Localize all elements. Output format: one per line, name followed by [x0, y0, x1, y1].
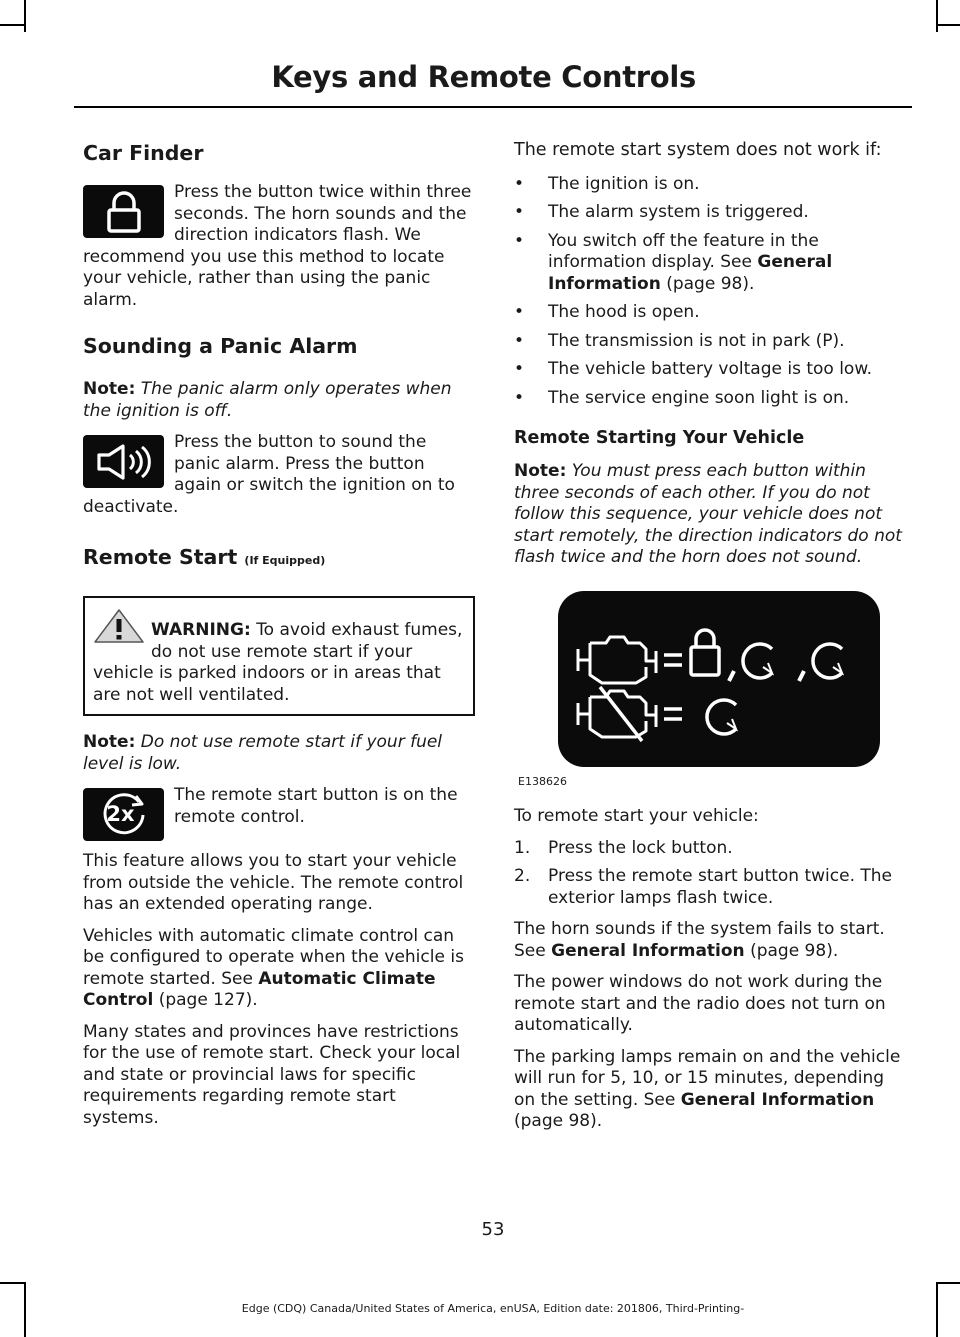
- warning-box: [83, 596, 475, 716]
- page-title: Keys and Remote Controls: [271, 60, 696, 94]
- panic-alarm-heading: Sounding a Panic Alarm: [83, 334, 358, 358]
- bullet: •: [514, 173, 525, 194]
- step-text: Press the remote start button twice. The exterior lamps flash twice.: [548, 866, 893, 908]
- crop-mark: [0, 24, 24, 26]
- parking-text: The parking lamps remain on and the vehicle will run for 5, 10, or 15 minutes, depending on the setting. See: [514, 1046, 901, 1110]
- page-ref: (page 98).: [514, 1111, 603, 1131]
- list-item: [514, 866, 908, 909]
- not-work-intro: The remote start system does not work if:: [514, 140, 882, 160]
- climate-paragraph: [83, 926, 475, 1012]
- page-ref: (page 98).: [750, 940, 839, 961]
- step-number: 2.: [514, 866, 531, 886]
- list-item-text: The hood is open.: [548, 302, 700, 322]
- equals-sign: [664, 655, 682, 665]
- lock-icon: [83, 185, 164, 238]
- list-item: [514, 174, 908, 196]
- climate-link[interactable]: Automatic Climate Control: [83, 968, 436, 1010]
- horn-paragraph: [514, 919, 908, 962]
- horn-text: The horn sounds if the system fails to start. See: [514, 919, 885, 961]
- climate-page-ref: (page 127).: [158, 990, 258, 1010]
- note-text: The panic alarm only operates when the ignition is off.: [83, 379, 452, 421]
- car-finder-text: Press the button twice within three seconds. The horn sounds and the direction indicators flash. We recommend you use this method to locate your vehicle, rather than using the panic alarm.: [83, 182, 472, 310]
- page-ref: (page 98).: [666, 273, 755, 294]
- crop-mark: [936, 1282, 960, 1284]
- footer-edition: Edge (CDQ) Canada/United States of America, enUSA, Edition date: 201806, Third-Printing-: [241, 1302, 745, 1315]
- panic-section: [83, 432, 475, 518]
- comma: [799, 671, 804, 681]
- climate-text: Vehicles with automatic climate control can be configured to operate when the vehicle is remote started. See: [83, 925, 464, 989]
- list-item-text: The vehicle battery voltage is too low.: [548, 359, 873, 379]
- step-text: Press the lock button.: [548, 837, 733, 858]
- warning-icon: [93, 608, 145, 644]
- steps-intro: To remote start your vehicle:: [514, 806, 759, 826]
- left-column: [83, 140, 475, 1139]
- remote-start-icon: [83, 788, 164, 841]
- note-label: Note:: [83, 732, 136, 752]
- panic-note: [83, 379, 475, 422]
- warning-label: WARNING:: [151, 620, 251, 640]
- right-column: [514, 140, 908, 1143]
- engine-crossed-icon: [578, 687, 656, 741]
- remote-starting-heading: Remote Starting Your Vehicle: [514, 428, 805, 448]
- page-number: 53: [481, 1219, 505, 1240]
- note-text: You must press each button within three seconds of each other. If you do not follow this sequence, your vehicle does not start remotely, the direction indicators do not flash twice and the horn does not sound.: [514, 461, 902, 567]
- crop-mark: [936, 0, 938, 32]
- general-info-link[interactable]: General Information: [548, 252, 833, 294]
- crop-mark: [936, 24, 960, 26]
- horn-icon: [83, 435, 164, 488]
- feature-paragraph: This feature allows you to start your vehicle from outside the vehicle. The remote control has an extended operating range.: [83, 851, 464, 914]
- figure-id: E138626: [518, 774, 567, 788]
- list-item: [514, 331, 908, 353]
- if-equipped-label: (If Equipped): [244, 554, 326, 567]
- bullet: •: [514, 387, 525, 408]
- panic-text: Press the button to sound the panic alarm. Press the button again or switch the ignition on to deactivate.: [83, 432, 455, 517]
- step-number: 1.: [514, 837, 531, 858]
- list-item: [514, 231, 908, 296]
- warning-content: [93, 608, 465, 706]
- remote-start-button-text: The remote start button is on the remote control.: [174, 785, 458, 827]
- lock-icon: [691, 630, 719, 675]
- car-finder-heading: Car Finder: [83, 141, 204, 165]
- remote-start-icon: [707, 700, 736, 734]
- bullet: •: [514, 330, 525, 351]
- conditions-list: [514, 174, 908, 410]
- list-item-text: The transmission is not in park (P).: [548, 330, 845, 351]
- remote-start-button-section: [83, 785, 475, 843]
- bullet: •: [514, 302, 525, 322]
- list-item: [514, 202, 908, 224]
- remote-start-icon: [813, 644, 842, 678]
- bullet: •: [514, 359, 525, 379]
- list-item: [514, 302, 908, 324]
- restrictions-paragraph: Many states and provinces have restrictions for the use of remote start. Check your local and state or provincial laws for specific requirements regarding remote start systems.: [83, 1021, 461, 1128]
- note-label: Note:: [514, 461, 567, 481]
- note-label: Note:: [83, 379, 136, 399]
- general-info-link[interactable]: General Information: [551, 940, 745, 961]
- remote-start-diagram: [558, 591, 880, 767]
- crop-mark: [24, 0, 26, 32]
- header-divider: [74, 106, 912, 108]
- remote-start-title: Remote Start: [83, 545, 238, 569]
- sequence-note: [514, 461, 908, 569]
- comma: [729, 671, 734, 681]
- list-item: [514, 838, 908, 860]
- windows-paragraph: The power windows do not work during the remote start and the radio does not turn on automatically.: [514, 972, 886, 1035]
- list-item: [514, 388, 908, 410]
- list-item-text: The service engine soon light is on.: [548, 387, 850, 408]
- note-text: Do not use remote start if your fuel level is low.: [83, 732, 443, 774]
- bullet: •: [514, 230, 525, 251]
- remote-start-icon: [743, 644, 772, 678]
- general-info-link[interactable]: General Information: [680, 1089, 875, 1110]
- list-item-text: You switch off the feature in the information display. See: [548, 230, 819, 272]
- fuel-note: [83, 732, 475, 775]
- crop-mark: [0, 1282, 24, 1284]
- steps-list: [514, 838, 908, 910]
- car-finder-section: [83, 182, 475, 311]
- remote-start-heading: [83, 544, 475, 574]
- list-item: [514, 359, 908, 381]
- bullet: •: [514, 202, 525, 222]
- list-item-text: The ignition is on.: [548, 173, 700, 194]
- parking-paragraph: [514, 1047, 908, 1133]
- list-item-text: The alarm system is triggered.: [548, 202, 809, 222]
- engine-icon: [578, 637, 656, 683]
- warning-text: To avoid exhaust fumes, do not use remote start if your vehicle is parked indoors or in areas that are not well ventilated.: [93, 620, 463, 705]
- equals-sign: [664, 709, 682, 719]
- remote-start-icon-label: 2x: [106, 801, 135, 826]
